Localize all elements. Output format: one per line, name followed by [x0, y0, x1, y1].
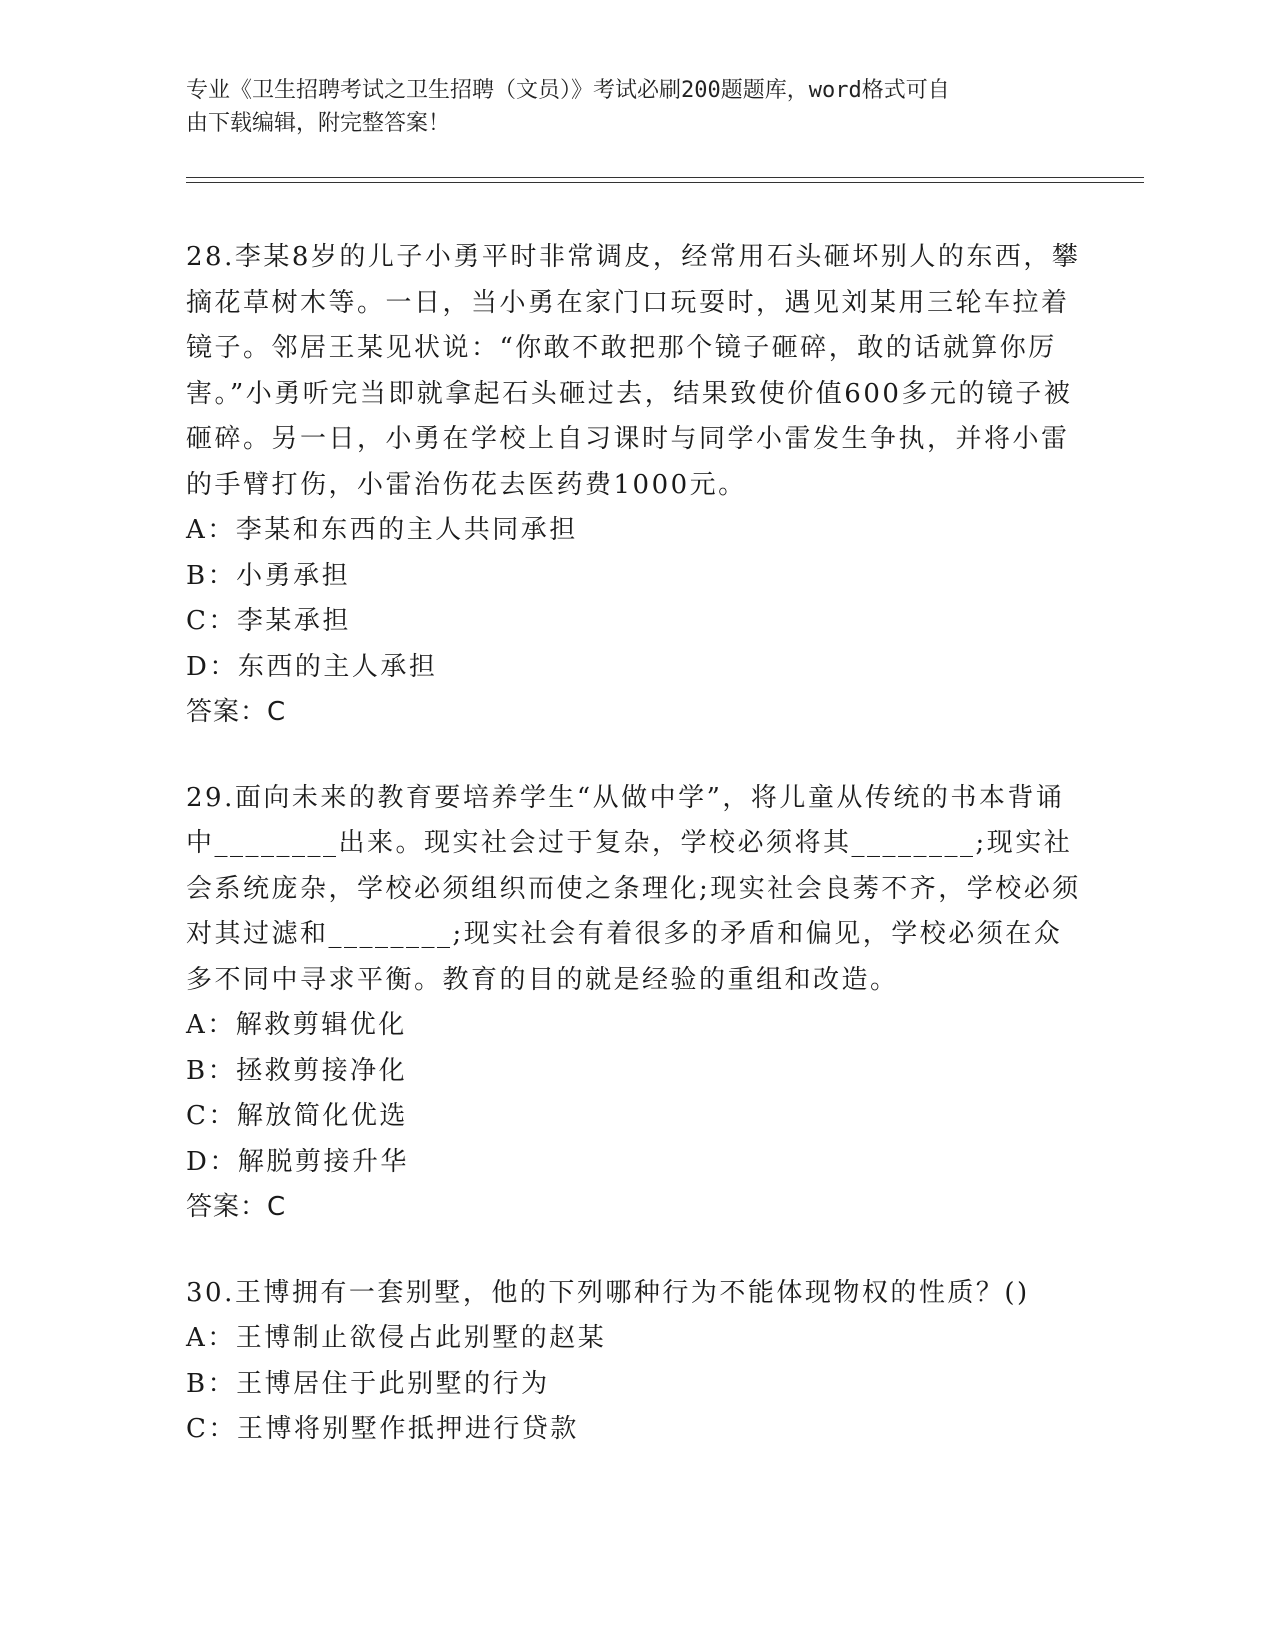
option-c: C：李某承担 — [186, 606, 351, 636]
option-a: A：解救剪辑优化 — [186, 1010, 407, 1040]
option-a: A：王博制止欲侵占此别墅的赵某 — [186, 1323, 607, 1353]
option-b: B：小勇承担 — [186, 560, 351, 591]
answer: 答案：C — [186, 1192, 287, 1222]
option-d: D：解脱剪接升华 — [186, 1146, 409, 1177]
header-divider-top — [186, 177, 1144, 178]
header-line-1: 专业《卫生招聘考试之卫生招聘（文员）》考试必刷200题题库，word格式可自 — [186, 78, 950, 103]
document-header — [186, 74, 1086, 140]
option-a: A：李某和东西的主人共同承担 — [186, 515, 578, 545]
question-stem: 28.李某8岁的儿子小勇平时非常调皮，经常用石头砸坏别人的东西，攀摘花草树木等。一日，当小勇在家门口玩耍时，遇见刘某用三轮车拉着镜子。邻居王某见状说：“你敢不敢把那个镜子砸碎，敢的话就算你厉害。”小勇听完当即就拿起石头砸过去，结果致使价值600多元的镜子被砸碎。另一日，小勇在学校上自习课时与同学小雷发生争执，并将小雷的手臂打伤，小雷治伤花去医药费1000元。 — [186, 242, 1081, 500]
option-c: C：王博将别墅作抵押进行贷款 — [186, 1414, 579, 1444]
question-stem: 30.王博拥有一套别墅，他的下列哪种行为不能体现物权的性质？() — [186, 1277, 1030, 1308]
question-29 — [186, 776, 1086, 1231]
option-b: B：拯救剪接净化 — [186, 1055, 408, 1086]
header-divider-bottom — [186, 182, 1144, 183]
answer: 答案：C — [186, 697, 287, 727]
question-30 — [186, 1271, 1086, 1453]
question-stem: 29.面向未来的教育要培养学生“从做中学”，将儿童从传统的书本背诵中________出来。现实社会过于复杂，学校必须将其________;现实社会系统庞杂，学校必须组织而使之条理化;现实社会良莠不齐，学校必须对其过滤和________;现实社会有着很多的矛盾和偏见，学校必须在众多不同中寻求平衡。教育的目的就是经验的重组和改造。 — [186, 782, 1081, 995]
header-line-2: 由下载编辑，附完整答案！ — [186, 111, 451, 136]
option-d: D：东西的主人承担 — [186, 651, 438, 682]
question-28 — [186, 235, 1086, 736]
option-b: B：王博居住于此别墅的行为 — [186, 1368, 550, 1399]
question-list — [186, 235, 1086, 1493]
option-c: C：解放简化优选 — [186, 1101, 408, 1131]
